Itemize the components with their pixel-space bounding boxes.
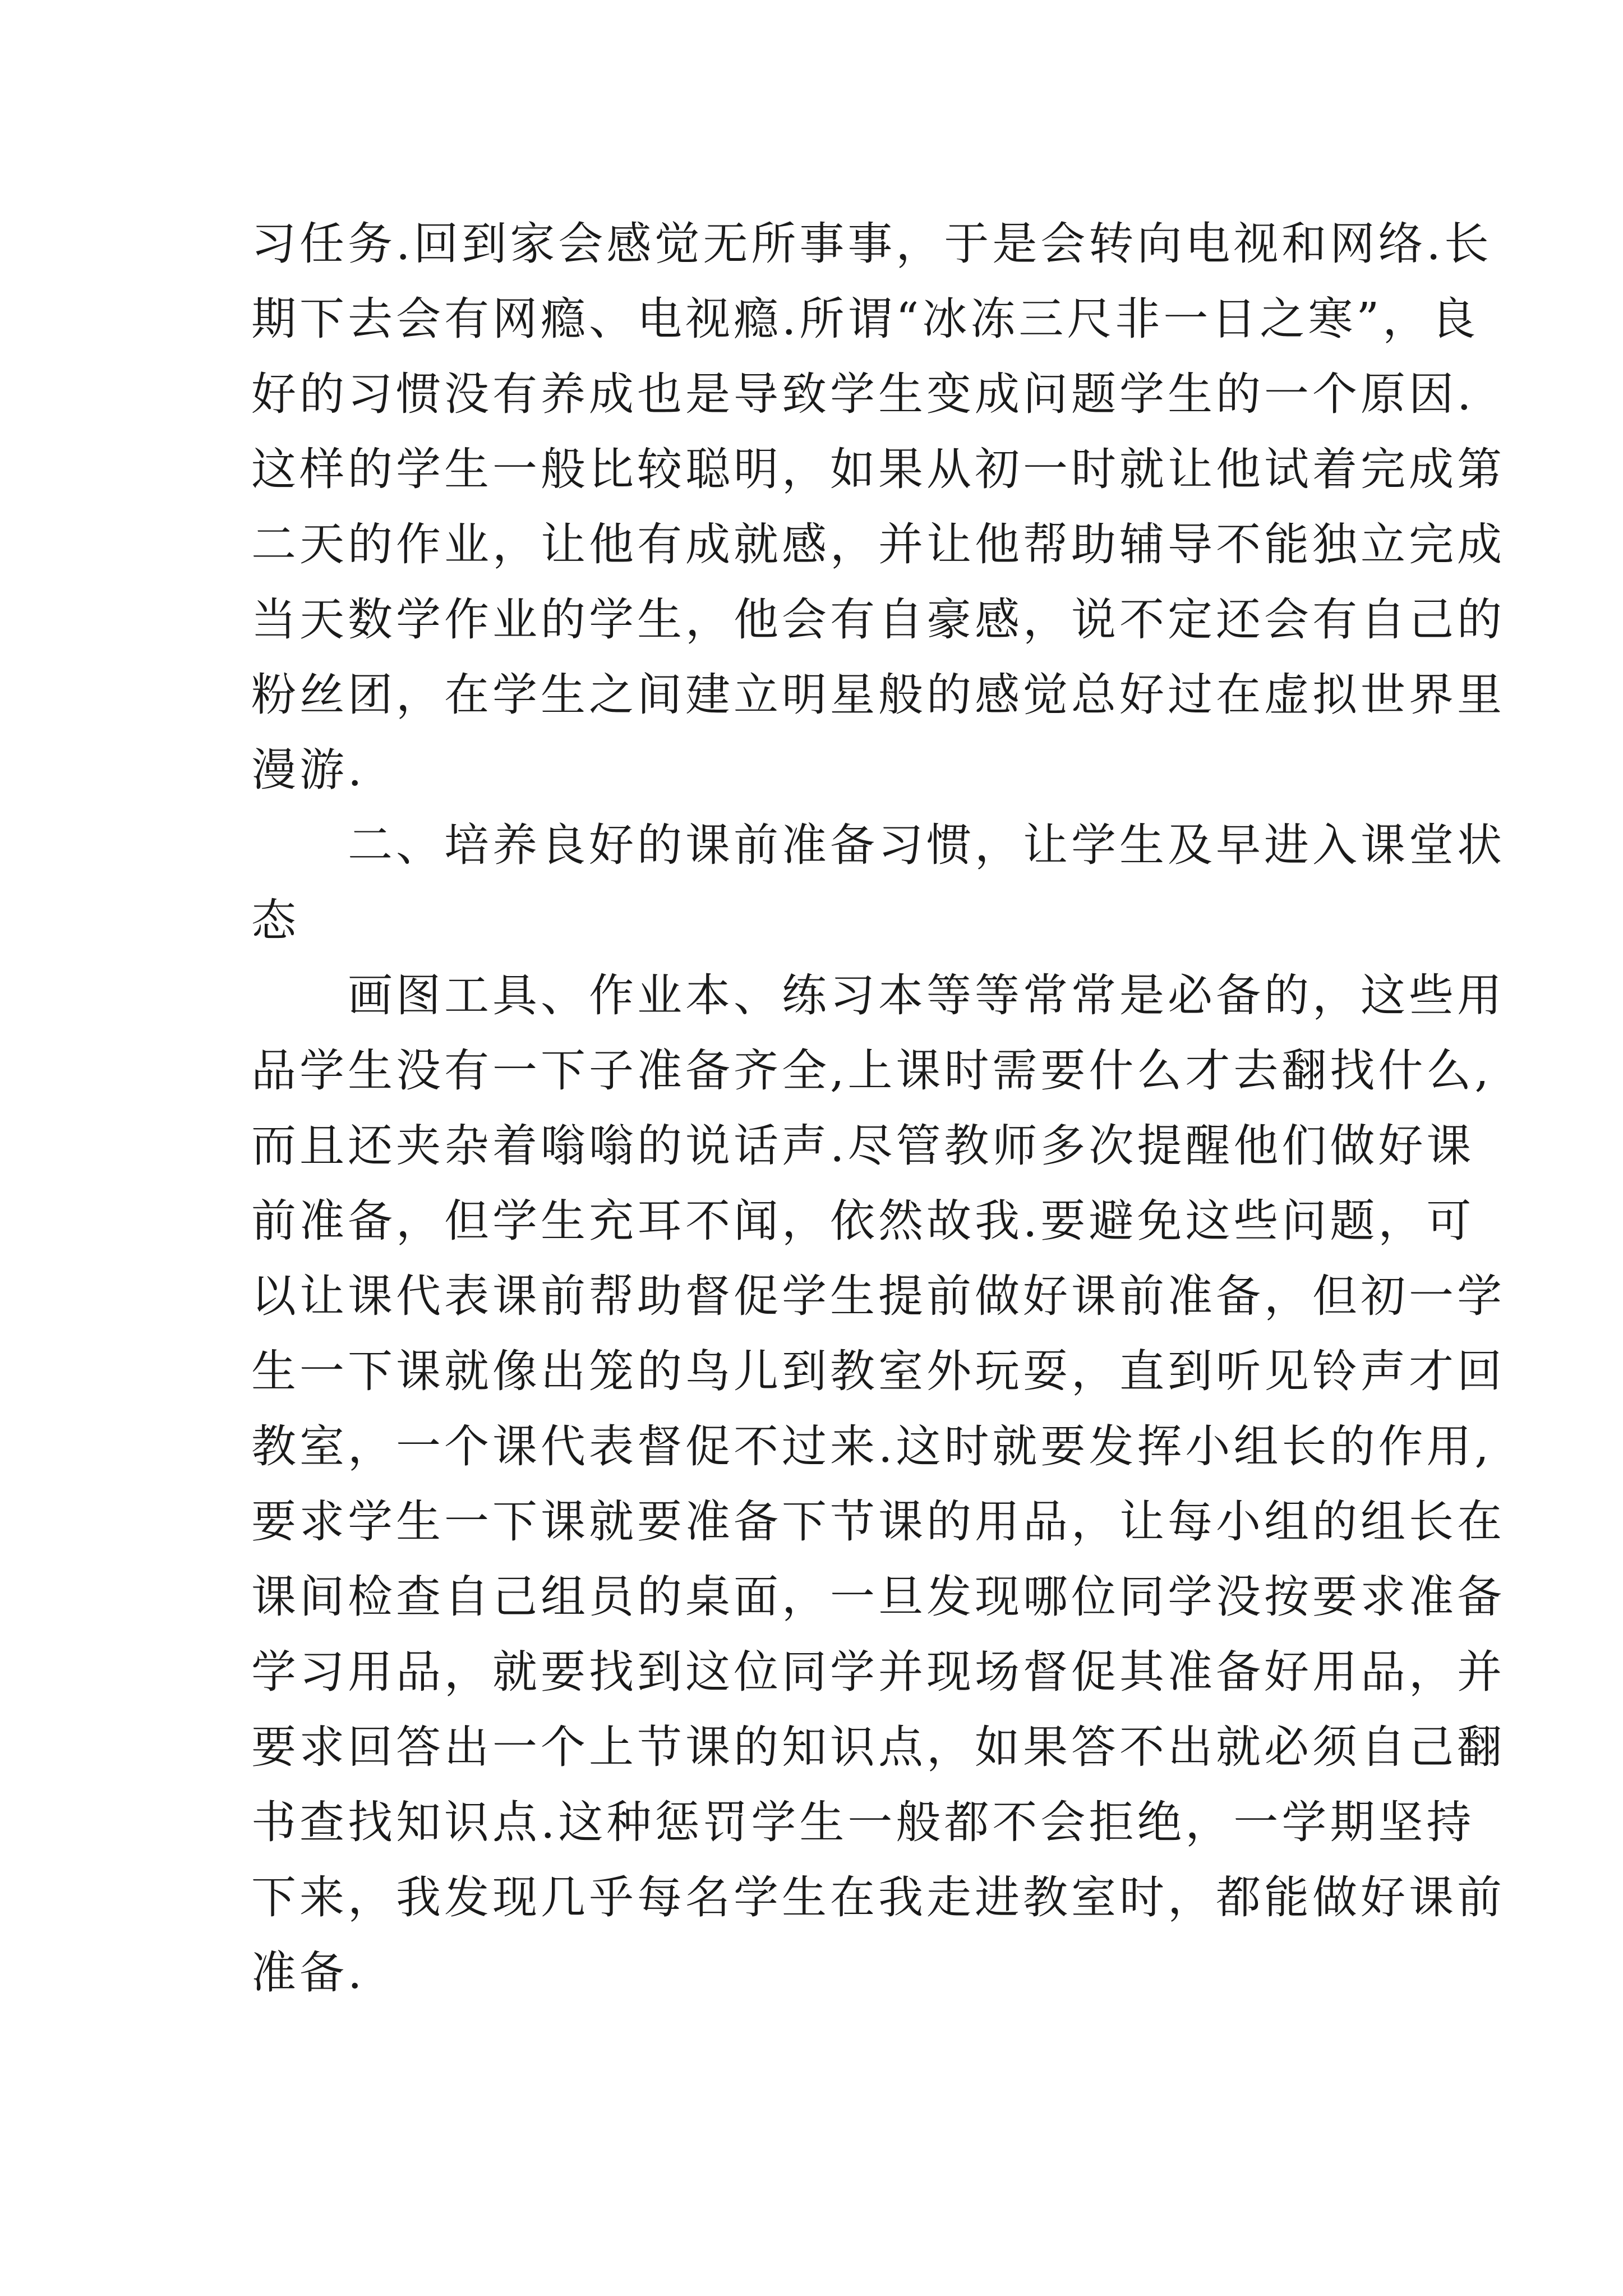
text-line: 漫游. [251, 744, 366, 796]
text-line: 要求学生一下课就要准备下节课的用品，让每小组的组长在 [251, 1496, 1505, 1548]
text-line: 书查找知识点.这种惩罚学生一般都不会拒绝，一学期坚持 [251, 1796, 1475, 1848]
text-line: 当天数学作业的学生，他会有自豪感，说不定还会有自己的 [251, 593, 1505, 646]
text-line: 教室，一个课代表督促不过来.这时就要发挥小组长的作用, [251, 1420, 1492, 1473]
text-line: 习任务.回到家会感觉无所事事，于是会转向电视和网络.长 [251, 218, 1492, 270]
text-line: 画图工具、作业本、练习本等等常常是必备的，这些用 [251, 969, 1505, 1022]
section-heading-line: 态 [251, 894, 299, 946]
text-line: 以让课代表课前帮助督促学生提前做好课前准备，但初一学 [251, 1270, 1505, 1322]
text-line: 下来，我发现几乎每名学生在我走进教室时，都能做好课前 [251, 1871, 1505, 1924]
text-line: 课间检查自己组员的桌面，一旦发现哪位同学没按要求准备 [251, 1571, 1505, 1623]
text-line: 这样的学生一般比较聪明，如果从初一时就让他试着完成第 [251, 443, 1505, 495]
text-line: 期下去会有网瘾、电视瘾.所谓“冰冻三尺非一日之寒”，良 [251, 293, 1479, 345]
section-heading-line: 二、培养良好的课前准备习惯，让学生及早进入课堂状 [251, 819, 1505, 871]
text-line: 要求回答出一个上节课的知识点，如果答不出就必须自己翻 [251, 1721, 1505, 1773]
text-line: 粉丝团，在学生之间建立明星般的感觉总好过在虚拟世界里 [251, 669, 1505, 721]
text-line: 好的习惯没有养成也是导致学生变成问题学生的一个原因. [251, 368, 1475, 420]
text-line: 生一下课就像出笼的鸟儿到教室外玩耍，直到听见铃声才回 [251, 1345, 1505, 1397]
text-line: 而且还夹杂着嗡嗡的说话声.尽管教师多次提醒他们做好课 [251, 1120, 1475, 1172]
text-line: 准备. [251, 1947, 366, 1999]
text-line: 学习用品，就要找到这位同学并现场督促其准备好用品，并 [251, 1646, 1505, 1698]
text-line: 品学生没有一下子准备齐全,上课时需要什么才去翻找什么, [251, 1045, 1492, 1097]
document-body [251, 206, 1505, 2010]
text-line: 前准备，但学生充耳不闻，依然故我.要避免这些问题，可 [251, 1195, 1475, 1247]
text-line: 二天的作业，让他有成就感，并让他帮助辅导不能独立完成 [251, 518, 1505, 570]
